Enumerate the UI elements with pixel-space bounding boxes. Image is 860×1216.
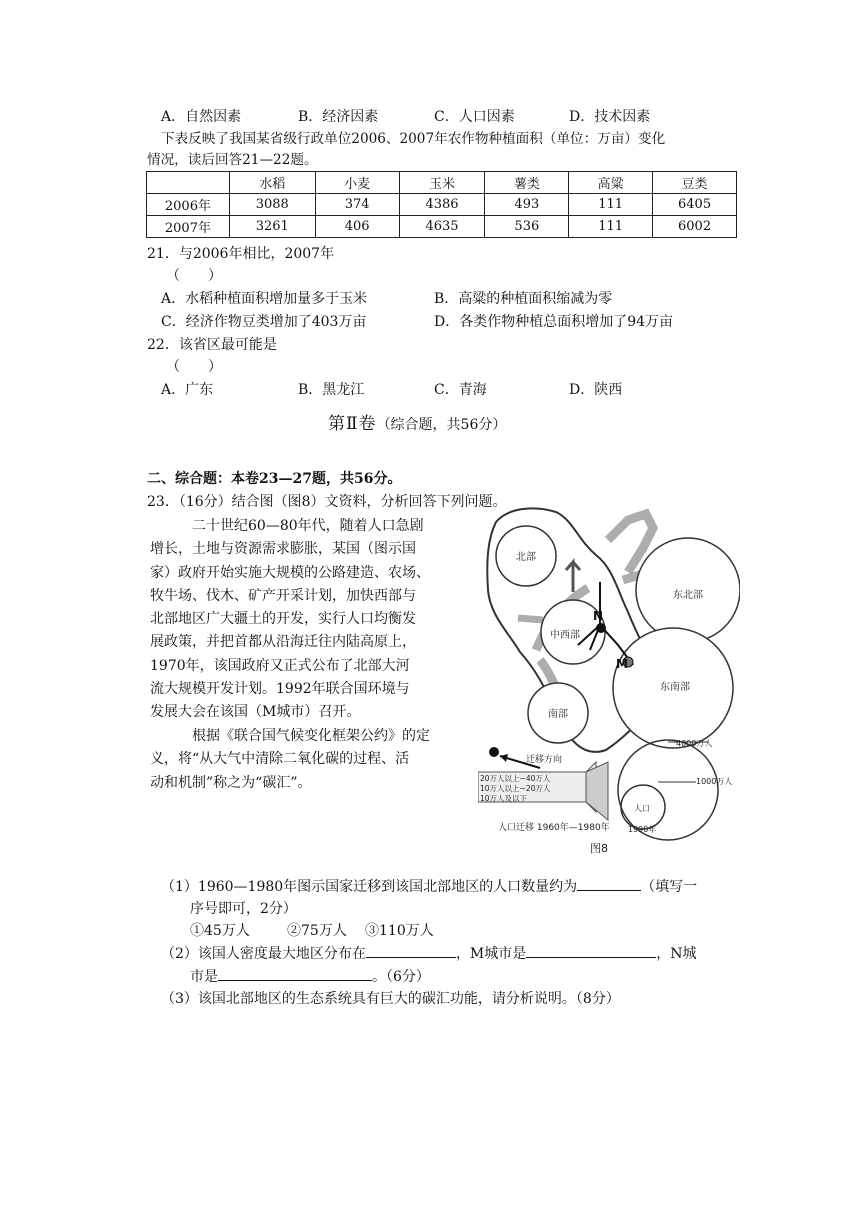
q23-sub2-text-city: 市是 xyxy=(190,969,218,985)
para-line: 1970年，该国政府又正式公布了北部大河 xyxy=(150,657,410,674)
para-line: 二十世纪60—80年代，随着人口急剧 xyxy=(192,518,424,534)
q22-option-a: A．广东 xyxy=(161,382,214,398)
table-cell: 493 xyxy=(485,194,569,216)
table-cell: 6002 xyxy=(653,216,737,238)
q23-sub2-line1 xyxy=(161,943,697,964)
table-cell: 374 xyxy=(315,194,399,216)
q23-sub2-text: （2）该国人密度最大地区分布在 xyxy=(161,946,366,962)
table-intro-line2: 情况，读后回答21—22题。 xyxy=(147,152,318,168)
para-line: 动和机制”称之为“碳汇”。 xyxy=(150,774,312,791)
legend-circle-1000: 1000万人 xyxy=(696,777,733,786)
q23-stem: 23．（16分）结合图（图8）文资料，分析回答下列问题。 xyxy=(147,494,507,510)
q23-sub2-text-m: ，M城市是 xyxy=(455,946,527,962)
para-line: 牧牛场、伐木、矿产开采计划，加快西部与 xyxy=(150,587,416,604)
table-cell: 4386 xyxy=(399,194,485,216)
legend-circle-4000: 4000万人 xyxy=(676,739,713,748)
q22-stem: 22．该省区最可能是 xyxy=(147,337,277,353)
q23-paragraph-2 xyxy=(150,725,450,795)
q22-answer-paren: （ ） xyxy=(166,359,222,375)
q23-sub1-option-1: ①45万人 xyxy=(190,923,250,939)
legend-title: 人口迁移 1960年—1980年 xyxy=(498,823,610,833)
legend-circle-year: 1990年 xyxy=(628,825,657,834)
crop-area-table xyxy=(146,171,737,238)
table-header-cell: 玉米 xyxy=(399,172,485,194)
table-cell: 2006年 xyxy=(147,194,230,216)
para-line: 家）政府开始实施大规模的公路建造、农场、 xyxy=(150,564,430,581)
q22-option-c: C．青海 xyxy=(434,382,487,398)
table-cell: 2007年 xyxy=(147,216,230,238)
table-row xyxy=(147,194,737,216)
table-cell: 6405 xyxy=(653,194,737,216)
answer-blank[interactable] xyxy=(366,943,456,958)
para-line: 流大规模开发计划。1992年联合国环境与 xyxy=(150,681,410,698)
section2-heading: 二、综合题：本卷23—27题，共56分。 xyxy=(147,471,402,487)
q23-paragraph-1 xyxy=(150,515,450,725)
q23-sub1-text: （1）1960—1980年图示国家迁移到该国北部地区的人口数量约为 xyxy=(161,879,578,895)
para-line: 根据《联合国气候变化框架公约》的定 xyxy=(192,728,430,744)
q23-sub1-option-2: ②75万人 xyxy=(287,923,347,939)
table-cell: 4635 xyxy=(399,216,485,238)
part2-title-main: 第Ⅱ卷 xyxy=(328,414,377,434)
table-header-cell: 水稻 xyxy=(229,172,315,194)
region-label-southeast: 东南部 xyxy=(660,682,690,693)
q23-sub3: （3）该国北部地区的生态系统具有巨大的碳汇功能，请分析说明。（8分） xyxy=(161,991,620,1007)
q21-option-a: A．水稻种植面积增加量多于玉米 xyxy=(161,291,368,307)
legend-direction-label: 迁移方向 xyxy=(526,755,563,765)
q22-option-b: B．黑龙江 xyxy=(298,382,365,398)
table-cell: 111 xyxy=(569,194,653,216)
table-row xyxy=(147,216,737,238)
region-label-central-west: 中西部 xyxy=(550,630,580,641)
q23-sub2-line2 xyxy=(190,966,430,987)
legend-capital-dot xyxy=(489,747,499,757)
table-header-cell: 高粱 xyxy=(569,172,653,194)
city-n-label: N xyxy=(593,609,604,623)
figure-caption: 图8 xyxy=(590,842,608,855)
para-line: 增长，土地与资源需求膨胀，某国（图示国 xyxy=(150,541,416,558)
para-line: 展政策，并把首都从沿海迁往内陆高原上， xyxy=(150,634,416,651)
q21-stem: 21．与2006年相比，2007年 xyxy=(147,246,335,262)
table-header-cell: 薯类 xyxy=(485,172,569,194)
answer-blank[interactable] xyxy=(218,966,372,981)
answer-blank[interactable] xyxy=(577,876,641,891)
q21-option-b: B．高粱的种植面积缩减为零 xyxy=(434,291,613,307)
table-header-cell xyxy=(147,172,230,194)
q22-option-d: D．陕西 xyxy=(569,382,623,398)
legend-flow-1: 20万人以上~40万人 xyxy=(480,774,551,783)
q23-sub1-line2: 序号即可，2分） xyxy=(190,901,297,917)
table-header-cell: 小麦 xyxy=(315,172,399,194)
figure8-map xyxy=(478,500,740,860)
q20-option-a: A．自然因素 xyxy=(161,109,242,125)
table-cell: 111 xyxy=(569,216,653,238)
q20-option-b: B．经济因素 xyxy=(298,109,379,125)
legend-flow-3: 10万人及以下 xyxy=(480,794,528,803)
city-m-label: M xyxy=(616,657,628,671)
q20-option-c: C．人口因素 xyxy=(434,109,515,125)
part2-title xyxy=(328,414,506,435)
q21-option-c: C．经济作物豆类增加了403万亩 xyxy=(161,314,367,330)
legend-flow-2: 10万人以上~20万人 xyxy=(480,784,551,793)
para-line: 发展大会在该国（M城市）召开。 xyxy=(150,704,361,721)
table-cell: 536 xyxy=(485,216,569,238)
table-cell: 406 xyxy=(315,216,399,238)
para-line: 北部地区广大疆土的开发，实行人口均衡发 xyxy=(150,611,416,628)
answer-blank[interactable] xyxy=(526,943,656,958)
q23-sub1-option-3: ③110万人 xyxy=(365,923,434,939)
table-cell: 3261 xyxy=(229,216,315,238)
legend-circle-population: 人口 xyxy=(634,804,650,813)
para-line: 义，将“从大气中清除二氧化碳的过程、活 xyxy=(150,751,410,768)
table-header-cell: 豆类 xyxy=(653,172,737,194)
table-intro-line1: 下表反映了我国某省级行政单位2006、2007年农作物种植面积（单位：万亩）变化 xyxy=(161,131,666,147)
q21-answer-paren: （ ） xyxy=(166,268,222,284)
q23-sub1-note: （填写一 xyxy=(641,879,698,895)
q20-option-d: D．技术因素 xyxy=(569,109,651,125)
q23-sub2-score: 。（6分） xyxy=(372,969,430,985)
region-label-north: 北部 xyxy=(516,552,536,563)
region-label-south: 南部 xyxy=(548,709,568,720)
table-header-row xyxy=(147,172,737,194)
part2-title-note: （综合题，共56分） xyxy=(376,417,507,433)
q23-sub2-text-n: ，N城 xyxy=(656,946,697,962)
region-label-northeast: 东北部 xyxy=(673,590,703,601)
q23-sub1-line1 xyxy=(161,876,697,897)
legend-arrow-head xyxy=(500,754,508,762)
q21-option-d: D．各类作物种植总面积增加了94万亩 xyxy=(434,314,674,330)
table-cell: 3088 xyxy=(229,194,315,216)
city-n-dot xyxy=(596,623,606,633)
